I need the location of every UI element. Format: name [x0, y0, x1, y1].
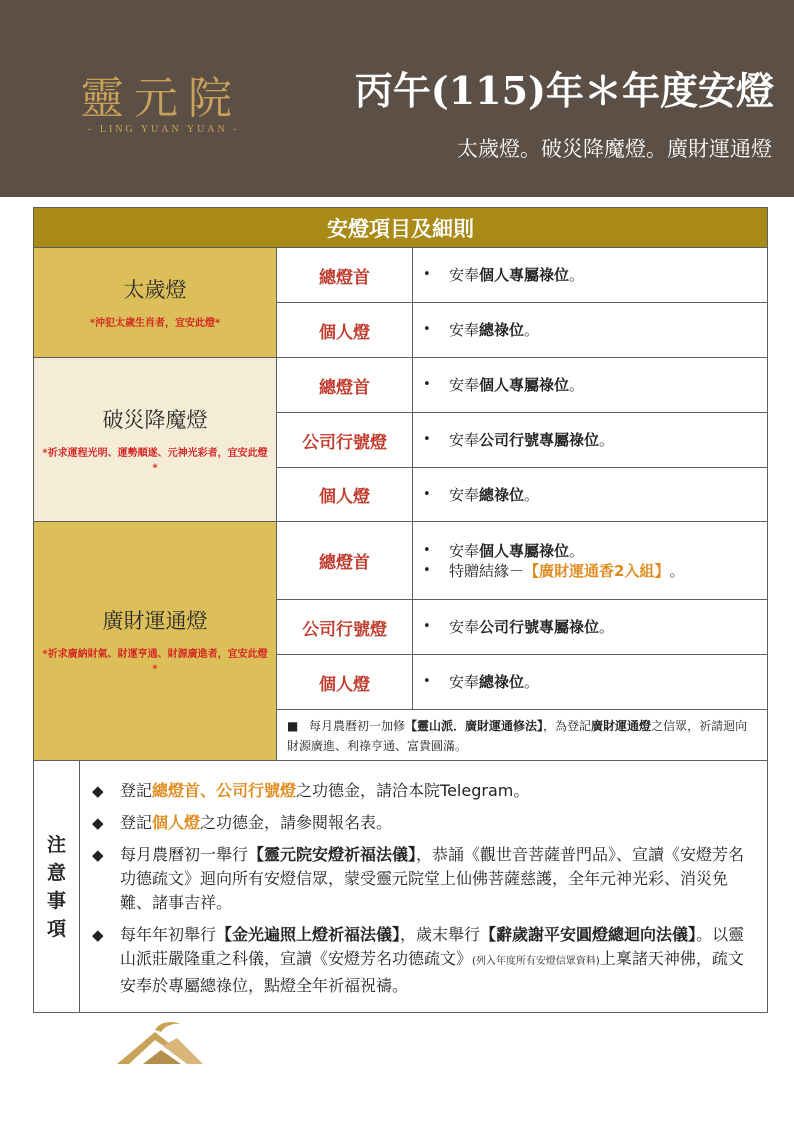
notes-section	[33, 761, 768, 1013]
bullet-icon: •	[423, 267, 431, 282]
diamond-icon: ◆	[92, 782, 104, 800]
lamp-desc	[413, 413, 768, 468]
lamp-desc	[413, 303, 768, 358]
note-small: (列入年度所有安燈信眾資料)	[472, 956, 600, 967]
category-name: 破災降魔燈	[102, 407, 208, 432]
extra-ritual-note	[277, 710, 768, 761]
desc-end: 。	[524, 673, 540, 691]
desc-end: 。	[524, 485, 540, 504]
desc-end: 。	[569, 266, 585, 284]
note-text: 登記	[120, 813, 153, 832]
note-text: 之功德金，請參閱報名表。	[200, 813, 393, 832]
category-pozai	[34, 358, 277, 522]
desc-text: 安奉	[449, 266, 480, 284]
note-bold: 【靈山派．廣財運通修法】	[405, 719, 544, 733]
desc-text: 安奉	[449, 541, 480, 560]
notes-label-char: 項	[46, 917, 66, 940]
note-text: ，恭誦《觀世音菩薩普門品》、宣讀《安燈芳名功德疏文》迴向所有安燈信眾，蒙受靈元院堂上仙佛菩薩慈護，全年元神光彩、消災免難、諸事吉祥。	[120, 845, 745, 912]
table-heading: 安燈項目及細則	[34, 208, 768, 248]
note-bold: 【靈元院安燈祈福法儀】	[248, 845, 417, 864]
note-highlight: 個人燈	[152, 813, 201, 832]
lamp-type: 總燈首	[277, 522, 413, 600]
square-bullet-icon: ■	[287, 719, 299, 733]
desc-text: 安奉	[449, 618, 480, 636]
category-note: *沖犯太歲生肖者，宜安此燈*	[89, 318, 221, 329]
lamp-desc	[413, 600, 768, 655]
desc-bold: 總祿位	[479, 485, 525, 504]
bullet-icon: •	[423, 542, 431, 558]
lamp-desc	[413, 358, 768, 413]
note-text: 之信眾，祈請迴向財源廣進、利祿亨通、富貴圓滿。	[287, 719, 748, 753]
lamp-desc	[413, 522, 768, 600]
notes-label-char: 意	[46, 861, 66, 884]
bullet-icon: •	[423, 377, 431, 392]
note-text: 每月農曆初一舉行	[120, 845, 249, 864]
note-text: 上稟諸天神佛，疏文安奉於專屬總祿位，點燈全年祈福祝禱。	[120, 949, 744, 995]
lamp-type: 公司行號燈	[277, 600, 413, 655]
diamond-icon: ◆	[92, 846, 104, 864]
bullet-icon: •	[423, 562, 431, 578]
notes-label-char: 事	[46, 889, 66, 912]
note-text: ，為登記	[543, 719, 592, 733]
page-subtitle: 太歲燈。破災降魔燈。廣財運通燈	[457, 137, 772, 161]
category-guangcai	[34, 522, 277, 761]
notes-label-char: 注	[46, 833, 66, 856]
note-bold: 【金光遍照上燈祈福法儀】	[216, 925, 401, 944]
logo-subtitle: - LING YUAN YUAN -	[88, 124, 240, 135]
note-text: 之功德金，請洽本院Telegram。	[296, 781, 530, 800]
lamp-type: 公司行號燈	[277, 413, 413, 468]
diamond-icon: ◆	[92, 814, 104, 832]
bullet-icon: •	[423, 486, 431, 502]
desc-bold: 總祿位	[479, 321, 525, 339]
desc-bold: 個人專屬祿位	[479, 541, 570, 560]
lamp-table	[33, 207, 768, 761]
note-text: ，歲末舉行	[400, 925, 481, 944]
bullet-icon: •	[423, 674, 431, 689]
desc-end: 。	[569, 541, 585, 560]
desc-end: 。	[524, 321, 540, 339]
mountain-logo-icon	[115, 1018, 205, 1068]
bullet-icon: •	[423, 432, 431, 447]
lamp-type: 個人燈	[277, 655, 413, 710]
note-highlight: 總燈首、公司行號燈	[152, 781, 297, 800]
desc-text: 安奉	[449, 485, 480, 504]
lamp-table-wrapper	[33, 207, 768, 1013]
bullet-icon: •	[423, 619, 431, 634]
diamond-icon: ◆	[92, 926, 104, 944]
gift-item: 【廣財運通香2入組】	[524, 561, 670, 580]
lamp-desc	[413, 248, 768, 303]
desc-end: 。	[569, 376, 585, 394]
note-text: 。以靈山派莊嚴隆重之科儀，宣讀《安燈芳名功德疏文》	[120, 925, 745, 968]
note-text: 登記	[120, 781, 153, 800]
category-taisui	[34, 248, 277, 358]
lamp-type: 總燈首	[277, 248, 413, 303]
page-header	[0, 0, 794, 197]
desc-bold: 公司行號專屬祿位	[479, 618, 600, 636]
desc-end: 。	[599, 618, 615, 636]
desc-bold: 總祿位	[479, 673, 525, 691]
gift-text: 特贈結緣－	[449, 561, 525, 580]
desc-text: 安奉	[449, 673, 480, 691]
note-bold: 廣財運通燈	[591, 719, 652, 733]
category-note: *祈求廣納財氣、財運亨通、財源廣進者，宜安此燈*	[42, 649, 268, 675]
note-bold: 【辭歲謝平安圓燈總迴向法儀】	[480, 925, 697, 944]
bullet-icon: •	[423, 322, 431, 337]
note-text: 每月農曆初一加修	[309, 719, 406, 733]
notes-label	[34, 761, 80, 1012]
lamp-type: 總燈首	[277, 358, 413, 413]
desc-text: 安奉	[449, 376, 480, 394]
desc-bold: 個人專屬祿位	[479, 376, 570, 394]
desc-bold: 個人專屬祿位	[479, 266, 570, 284]
lamp-type: 個人燈	[277, 468, 413, 522]
category-name: 太歲燈	[123, 278, 187, 302]
note-item	[92, 779, 753, 803]
desc-text: 安奉	[449, 431, 480, 449]
page-title: 丙午(115)年＊年度安燈	[354, 68, 774, 113]
notes-body	[80, 761, 767, 1012]
desc-text: 安奉	[449, 321, 480, 339]
lamp-desc	[413, 468, 768, 522]
lamp-type: 個人燈	[277, 303, 413, 358]
category-note: *祈求運程光明、運勢順遂、元神光彩者，宜安此燈*	[42, 447, 268, 474]
lamp-desc	[413, 655, 768, 710]
note-item	[92, 923, 753, 998]
note-item	[92, 843, 753, 915]
gift-end: 。	[669, 561, 685, 580]
note-text: 每年年初舉行	[120, 925, 217, 944]
desc-bold: 公司行號專屬祿位	[479, 431, 600, 449]
category-name: 廣財運通燈	[102, 609, 208, 633]
desc-end: 。	[599, 431, 615, 449]
logo: 靈元院	[80, 73, 242, 124]
note-item	[92, 811, 753, 835]
